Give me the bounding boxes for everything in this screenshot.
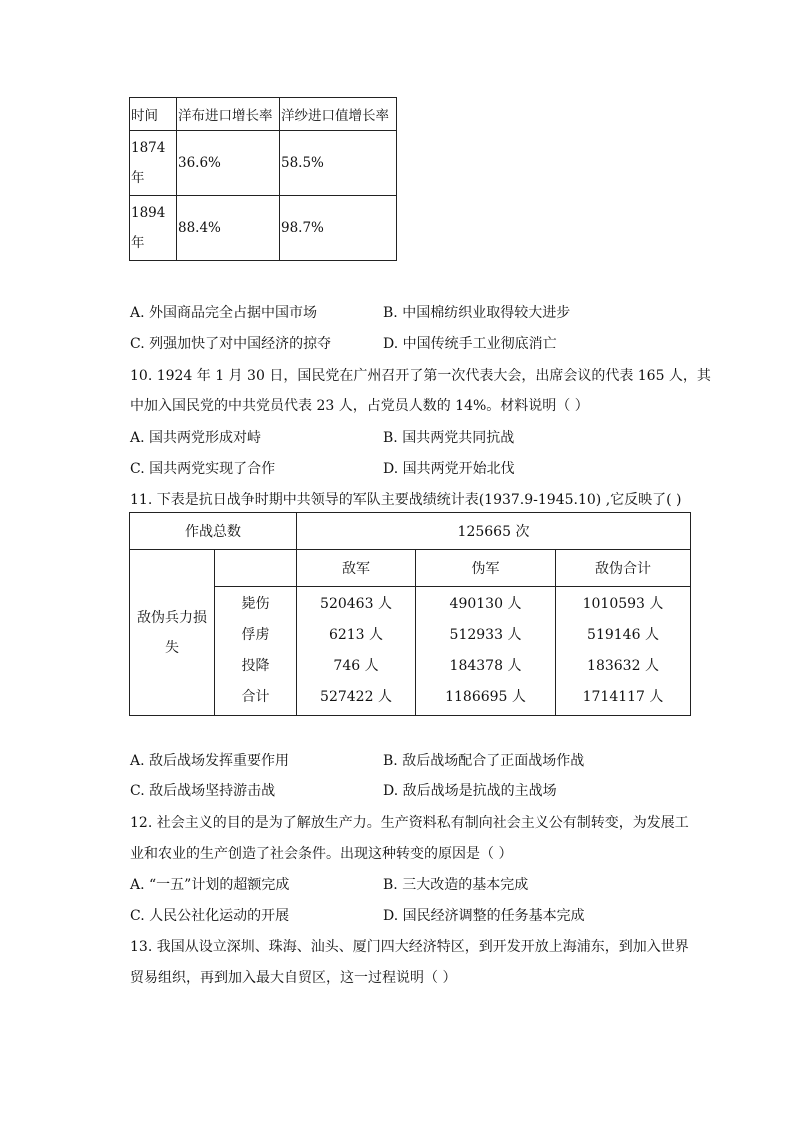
q12-option-c: C. 人民公社化运动的开展 <box>130 908 290 924</box>
col-header-enemy: 敌军 <box>297 550 416 587</box>
q12-option-b: B. 三大改造的基本完成 <box>383 877 529 893</box>
war-results-table <box>129 512 691 716</box>
puppet-values-cell: 490130 人 512933 人 184378 人 1186695 人 <box>416 587 556 716</box>
q9-option-b: B. 中国棉纺织业取得较大进步 <box>383 305 571 321</box>
table-row <box>130 513 691 550</box>
import-growth-table <box>129 97 397 261</box>
q10-stem-line1: 10. 1924 年 1 月 30 日，国民党在广州召开了第一次代表大会，出席会议的代表 165 人，其 <box>130 368 711 384</box>
group-label-cell: 敌伪兵力损 失 <box>130 550 215 716</box>
header-cloth-growth: 洋布进口增长率 <box>177 98 280 131</box>
cloth-growth-cell: 36.6% <box>177 131 280 196</box>
q12-option-d: D. 国民经济调整的任务基本完成 <box>383 908 585 924</box>
table-header-row <box>130 98 397 131</box>
q12-stem-line2: 业和农业的生产创造了社会条件。出现这种转变的原因是（ ） <box>130 846 513 862</box>
table-row <box>130 550 691 587</box>
row-label-header-empty <box>215 550 297 587</box>
yarn-growth-cell: 98.7% <box>280 196 397 261</box>
q11-option-c: C. 敌后战场坚持游击战 <box>130 783 276 799</box>
total-label-cell: 作战总数 <box>130 513 297 550</box>
col-header-puppet: 伪军 <box>416 550 556 587</box>
q12-option-a: A. “一五”计划的超额完成 <box>130 877 290 893</box>
yarn-growth-cell: 58.5% <box>280 131 397 196</box>
table-row <box>130 196 397 261</box>
enemy-values-cell: 520463 人 6213 人 746 人 527422 人 <box>297 587 416 716</box>
q11-option-b: B. 敌后战场配合了正面战场作战 <box>383 753 585 769</box>
header-time: 时间 <box>130 98 177 131</box>
q11-stem: 11. 下表是抗日战争时期中共领导的军队主要战绩统计表(1937.9-1945.10) ,它反映了( ) <box>130 492 682 508</box>
total-value-cell: 125665 次 <box>297 513 691 550</box>
q10-option-a: A. 国共两党形成对峙 <box>130 430 262 446</box>
q10-option-d: D. 国共两党开始北伐 <box>383 461 515 477</box>
year-cell: 1874 年 <box>130 131 177 196</box>
table-row <box>130 131 397 196</box>
q9-option-c: C. 列强加快了对中国经济的掠夺 <box>130 336 332 352</box>
table-row <box>130 587 691 716</box>
header-yarn-growth: 洋纱进口值增长率 <box>280 98 397 131</box>
q11-option-a: A. 敌后战场发挥重要作用 <box>130 753 290 769</box>
year-cell: 1894 年 <box>130 196 177 261</box>
q12-stem-line1: 12. 社会主义的目的是为了解放生产力。生产资料私有制向社会主义公有制转变，为发展工 <box>130 815 689 831</box>
col-header-combined: 敌伪合计 <box>556 550 691 587</box>
cloth-growth-cell: 88.4% <box>177 196 280 261</box>
combined-values-cell: 1010593 人 519146 人 183632 人 1714117 人 <box>556 587 691 716</box>
q11-option-d: D. 敌后战场是抗战的主战场 <box>383 783 557 799</box>
q9-option-d: D. 中国传统手工业彻底消亡 <box>383 336 557 352</box>
q10-option-c: C. 国共两党实现了合作 <box>130 461 276 477</box>
row-labels-cell: 毙伤 俘虏 投降 合计 <box>215 587 297 716</box>
q13-stem-line2: 贸易组织，再到加入最大自贸区，这一过程说明（ ） <box>130 970 457 986</box>
q9-option-a: A. 外国商品完全占据中国市场 <box>130 305 318 321</box>
q10-option-b: B. 国共两党共同抗战 <box>383 430 515 446</box>
q10-stem-line2: 中加入国民党的中共党员代表 23 人，占党员人数的 14%。材料说明（ ） <box>130 398 589 414</box>
q13-stem-line1: 13. 我国从设立深圳、珠海、汕头、厦门四大经济特区，到开发开放上海浦东，到加入世界 <box>130 939 689 955</box>
